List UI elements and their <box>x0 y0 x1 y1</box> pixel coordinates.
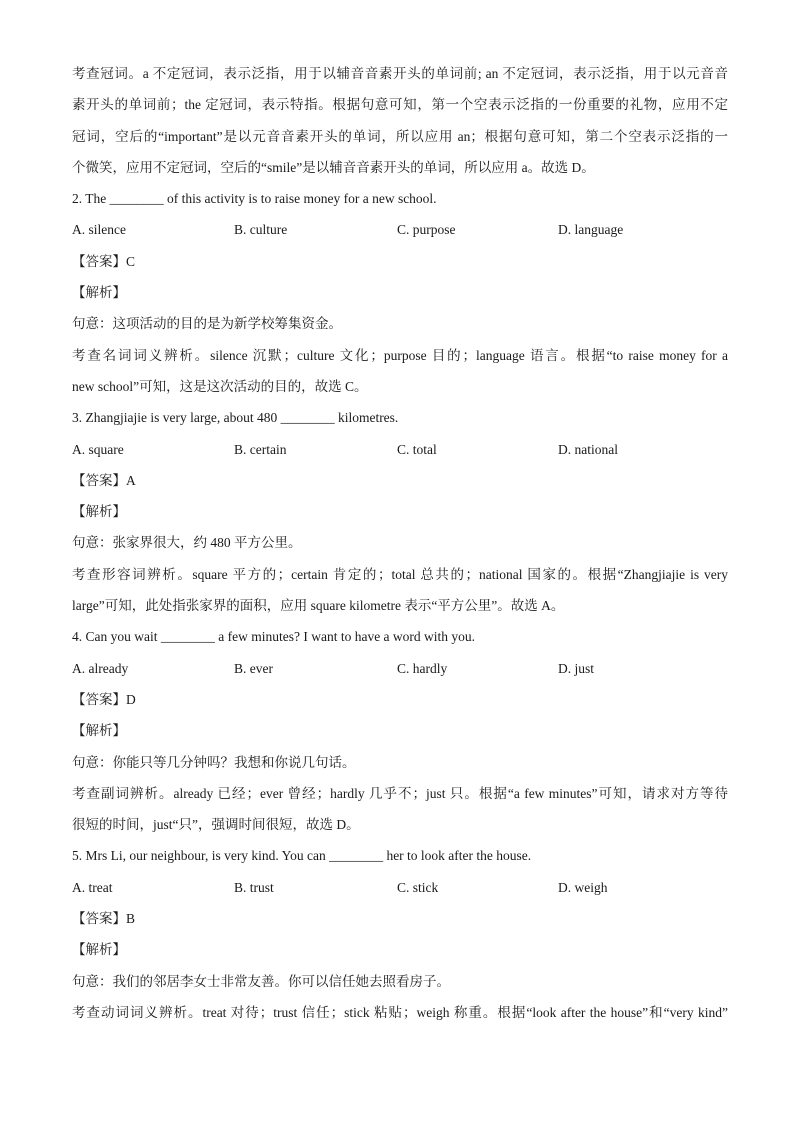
question-stem: 5. Mrs Li, our neighbour, is very kind. You can ________ her to look after the house. <box>72 848 532 864</box>
option-c: C. total <box>397 441 437 457</box>
explanation-line: 考查名词词义辨析。silence 沉默；culture 文化；purpose 目的；language 语言。根据“to raise money for a <box>72 347 728 363</box>
answer-label: 【答案】C <box>72 253 136 269</box>
option-d: D. national <box>558 441 618 457</box>
analysis-label: 【解析】 <box>72 723 126 739</box>
analysis-label: 【解析】 <box>72 942 126 958</box>
option-c: C. hardly <box>397 660 448 676</box>
option-b: B. culture <box>234 222 288 238</box>
explanation-line: 个微笑，应用不定冠词，空后的“smile”是以辅音音素开头的单词，所以应用 a。故选 D。 <box>72 159 595 175</box>
answer-label: 【答案】D <box>72 691 136 707</box>
answer-options <box>72 440 728 460</box>
option-a: A. square <box>72 441 124 457</box>
q1-explanation <box>72 64 728 178</box>
option-d: D. language <box>558 222 624 238</box>
option-d: D. weigh <box>558 879 608 895</box>
analysis-label: 【解析】 <box>72 504 126 520</box>
question-stem: 2. The ________ of this activity is to raise money for a new school. <box>72 191 437 207</box>
explanation-line: 考查动词词义辨析。treat 对待；trust 信任；stick 粘贴；weigh 称重。根据“look after the house”和“very kind” <box>72 1004 728 1020</box>
explanation-line: 考查副词辨析。already 已经；ever 曾经；hardly 几乎不；just 只。根据“a few minutes”可知，请求对方等待 <box>72 785 728 801</box>
option-b: B. certain <box>234 441 287 457</box>
analysis-label: 【解析】 <box>72 285 126 301</box>
answer-options <box>72 878 728 898</box>
explanation-line: 冠词，空后的“important”是以元音音素开头的单词，所以应用 an；根据句意可知，第二个空表示泛指的一 <box>72 128 728 144</box>
sentence-meaning: 句意：张家界很大，约 480 平方公里。 <box>72 535 302 551</box>
question-4 <box>72 627 728 835</box>
question-stem: 3. Zhangjiajie is very large, about 480 ________ kilometres. <box>72 410 399 426</box>
option-b: B. trust <box>234 879 274 895</box>
option-b: B. ever <box>234 660 273 676</box>
explanation-line: 考查形容词辨析。square 平方的；certain 肯定的；total 总共的；national 国家的。根据“Zhangjiajie is very <box>72 566 728 582</box>
explanation-line: new school”可知，这是这次活动的目的，故选 C。 <box>72 378 368 394</box>
sentence-meaning: 句意：你能只等几分钟吗？我想和你说几句话。 <box>72 754 356 770</box>
answer-options <box>72 659 728 679</box>
explanation-line: 素开头的单词前；the 定冠词，表示特指。根据句意可知，第一个空表示泛指的一份重要的礼物，应用不定 <box>72 97 728 113</box>
option-c: C. purpose <box>397 222 456 238</box>
explanation-line: 考查冠词。a 不定冠词，表示泛指，用于以辅音音素开头的单词前; an 不定冠词，表示泛指，用于以元音音 <box>72 66 728 81</box>
sentence-meaning: 句意：这项活动的目的是为新学校筹集资金。 <box>72 316 342 332</box>
option-d: D. just <box>558 660 595 676</box>
answer-label: 【答案】B <box>72 911 136 927</box>
answer-options <box>72 220 728 240</box>
answer-label: 【答案】A <box>72 472 136 488</box>
question-2 <box>72 189 728 397</box>
explanation-line: 很短的时间，just“只”，强调时间很短，故选 D。 <box>72 817 360 833</box>
question-stem: 4. Can you wait ________ a few minutes? I want to have a word with you. <box>72 629 476 645</box>
document-page <box>72 64 728 1034</box>
question-3 <box>72 408 728 616</box>
sentence-meaning: 句意：我们的邻居李女士非常友善。你可以信任她去照看房子。 <box>72 973 450 989</box>
option-a: A. already <box>72 660 129 676</box>
question-5 <box>72 846 728 1022</box>
option-a: A. treat <box>72 879 113 895</box>
explanation-line: large”可知，此处指张家界的面积，应用 square kilometre 表示“平方公里”。故选 A。 <box>72 598 565 614</box>
option-c: C. stick <box>397 879 439 895</box>
option-a: A. silence <box>72 222 126 238</box>
